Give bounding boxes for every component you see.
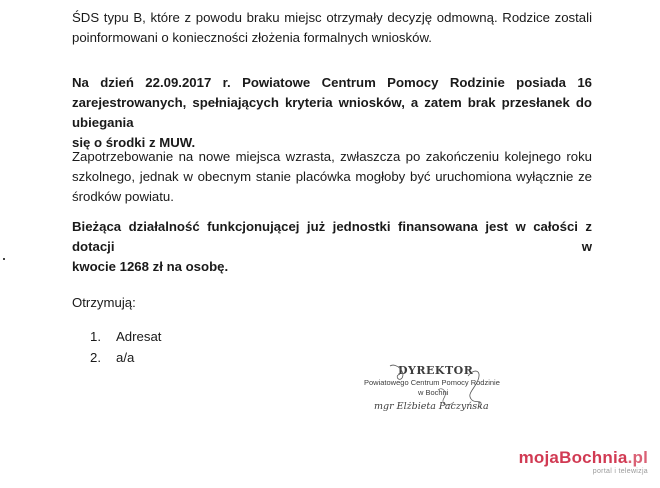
list-item-number: 1. <box>90 329 101 344</box>
margin-mark <box>3 258 5 260</box>
list-item-number: 2. <box>90 350 101 365</box>
list-item <box>72 326 161 347</box>
paragraph-line: szkolnego, jednak w obecnym stanie placówka mogłoby być uruchomiona wyłącznie ze <box>72 169 592 184</box>
paragraph-pcpr-applications <box>72 73 592 153</box>
list-item-text: Adresat <box>116 329 162 344</box>
brand-logo-main: mojaBochnia <box>518 448 628 467</box>
paragraph-line: poinformowani o konieczności złożenia formalnych wniosków. <box>72 30 432 45</box>
paragraph-line: ŚDS typu B, które z powodu braku miejsc otrzymały decyzję odmowną. Rodzice zostali <box>72 10 592 25</box>
watermark-brand <box>519 449 648 476</box>
stamp-name: mgr Elżbieta Paczyńska <box>374 401 489 412</box>
paragraph-line: środków powiatu. <box>72 189 174 204</box>
brand-logo-suffix: .pl <box>627 448 648 467</box>
paragraph-line: zarejestrowanych, spełniających kryteria wniosków, a zatem brak przesłanek do ubiegania <box>72 95 592 130</box>
stamp-city: w Bochni <box>418 388 449 397</box>
paragraph-line: Zapotrzebowanie na nowe miejsca wzrasta, zwłaszcza po zakończeniu kolejnego roku <box>72 149 592 164</box>
stamp-institution: Powiatowego Centrum Pomocy Rodzinie <box>364 378 500 387</box>
paragraph-line: się o środki z MUW. <box>72 135 196 150</box>
paragraph-sds-decision <box>72 8 592 48</box>
list-item-text: a/a <box>116 350 135 365</box>
stamp-title: DYREKTOR <box>398 364 474 377</box>
brand-logo <box>519 449 648 467</box>
paragraph-line: Bieżąca działalność funkcjonującej już jednostki finansowana jest w całości z dotacji w <box>72 219 592 254</box>
paragraph-demand <box>72 147 592 207</box>
list-item <box>72 347 161 368</box>
paragraph-line: Na dzień 22.09.2017 r. Powiatowe Centrum Pomocy Rodzinie posiada 16 <box>72 75 592 90</box>
recipients-label: Otrzymują: <box>72 295 136 310</box>
recipients-list <box>72 326 161 368</box>
brand-tagline: portal i telewizja <box>592 468 648 475</box>
director-stamp <box>356 364 526 424</box>
paragraph-funding <box>72 217 592 277</box>
paragraph-line: kwocie 1268 zł na osobę. <box>72 259 229 274</box>
